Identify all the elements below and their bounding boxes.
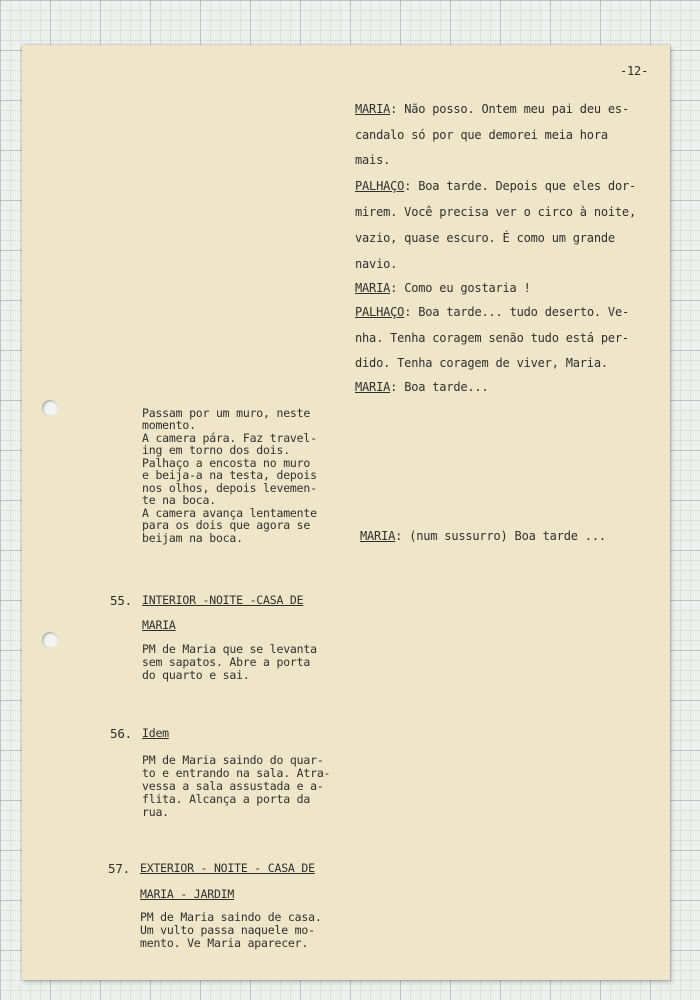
scene-description-line: rua. — [142, 805, 169, 819]
dialogue-text: Boa tarde... — [404, 380, 489, 394]
direction-line: Passam por um muro, neste — [142, 406, 311, 420]
dialogue-text: Não posso. Ontem meu pai deu es- — [404, 102, 629, 116]
direction-line: ing em torno dos dois. — [142, 443, 290, 457]
dialogue-line: nha. Tenha coragem senão tudo está per- — [355, 331, 629, 345]
direction-line: beijam na boca. — [142, 531, 243, 545]
scene-heading: INTERIOR -NOITE -CASA DE — [142, 593, 304, 607]
page-number: -12- — [620, 64, 649, 78]
direction-line: te na boca. — [142, 493, 216, 507]
scene-number: 55. — [110, 593, 132, 608]
dialogue-line: navio. — [355, 257, 398, 271]
dialogue-line: candalo só por que demorei meia hora — [355, 128, 608, 142]
scene-description-line: PM de Maria saindo do quar- — [142, 753, 324, 767]
direction-line: A camera pára. Faz travel- — [142, 431, 317, 445]
scene-heading: MARIA - JARDIM — [140, 887, 235, 901]
scene-description-line: vessa a sala assustada e a- — [142, 779, 324, 793]
punch-hole-bottom — [42, 632, 58, 648]
scene-heading: MARIA — [142, 618, 176, 632]
dialogue-line: vazio, quase escuro. É como um grande — [355, 231, 615, 245]
scene-description-line: Um vulto passa naquele mo- — [140, 923, 315, 937]
direction-line: Palhaço a encosta no muro — [142, 456, 311, 470]
dialogue-line: dido. Tenha coragem de viver, Maria. — [355, 356, 608, 370]
dialogue-text: (num sussurro) Boa tarde ... — [409, 529, 606, 543]
scene-description-line: flita. Alcança a porta da — [142, 792, 311, 806]
scene-number: 56. — [110, 726, 132, 741]
dialogue-line: mais. — [355, 153, 391, 167]
speaker-name: MARIA — [360, 529, 396, 543]
scene-description-line: PM de Maria que se levanta — [142, 642, 317, 656]
dialogue-line: mirem. Você precisa ver o circo à noite, — [355, 205, 636, 219]
speaker-name: PALHAÇO — [355, 305, 405, 319]
dialogue-text: Como eu gostaria ! — [404, 281, 531, 295]
dialogue-line: PALHAÇO: Boa tarde... tudo deserto. Ve- — [355, 305, 629, 319]
direction-line: A camera avança lentamente — [142, 506, 317, 520]
dialogue-text: Boa tarde. Depois que eles dor- — [418, 179, 637, 193]
direction-line: momento. — [142, 418, 196, 432]
scene-description-line: sem sapatos. Abre a porta — [142, 655, 311, 669]
speaker-name: PALHAÇO — [355, 179, 405, 193]
direction-line: nos olhos, depois levemen- — [142, 481, 317, 495]
dialogue-line: PALHAÇO: Boa tarde. Depois que eles dor- — [355, 179, 637, 193]
scene-description-line: to e entrando na sala. Atra- — [142, 766, 331, 780]
dialogue-line: MARIA: Boa tarde... — [355, 380, 489, 394]
scene-heading: EXTERIOR - NOITE - CASA DE — [140, 861, 315, 875]
speaker-name: MARIA — [355, 281, 391, 295]
dialogue-line: MARIA: Não posso. Ontem meu pai deu es- — [355, 102, 629, 116]
speaker-name: MARIA — [355, 380, 391, 394]
punch-hole-top — [42, 400, 58, 416]
direction-line: e beija-a na testa, depois — [142, 468, 317, 482]
dialogue-line: MARIA: (num sussurro) Boa tarde ... — [360, 529, 606, 543]
dialogue-text: Boa tarde... tudo deserto. Ve- — [418, 305, 629, 319]
scene-description-line: do quarto e sai. — [142, 668, 250, 682]
scene-number: 57. — [108, 861, 130, 876]
scene-description-line: mento. Ve Maria aparecer. — [140, 936, 309, 950]
scene-heading: Idem — [142, 726, 169, 740]
direction-line: para os dois que agora se — [142, 518, 311, 532]
script-page — [22, 45, 670, 980]
scene-description-line: PM de Maria saindo de casa. — [140, 910, 322, 924]
speaker-name: MARIA — [355, 102, 391, 116]
dialogue-line: MARIA: Como eu gostaria ! — [355, 281, 531, 295]
